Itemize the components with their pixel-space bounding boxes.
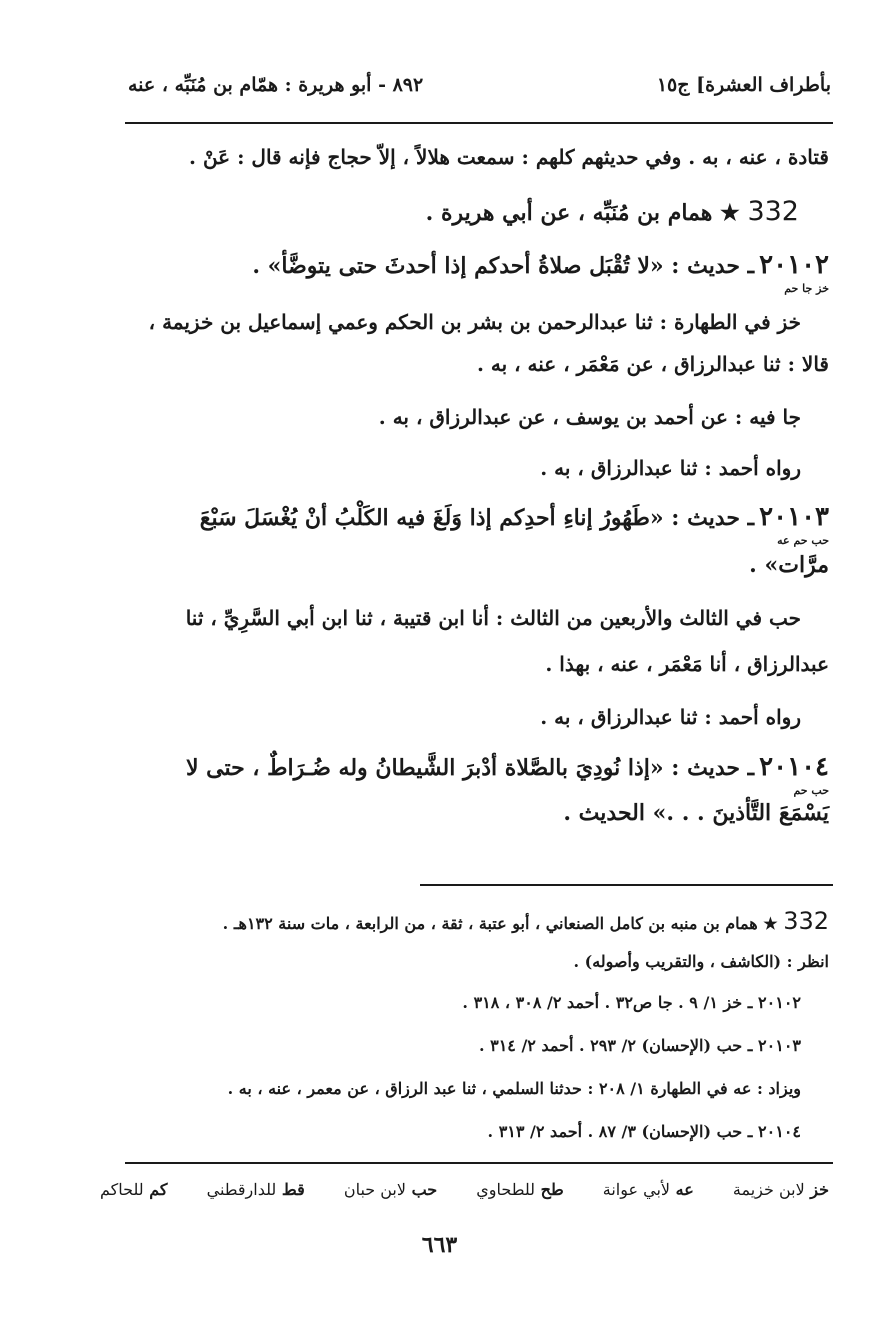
hadith-text: ـ حديث : «إذا نُودِيَ بالصَّلاة أدْبرَ الشَّيطانُ وله ضُـرَاطٌ ، حتى لا xyxy=(185,755,755,781)
hadith-entry xyxy=(200,502,829,532)
header-rule xyxy=(125,122,833,124)
hadith-text-continued: مرَّات» . xyxy=(749,552,829,578)
source-line: جا فيه : عن أحمد بن يوسف ، عن عبدالرزاق ، به . xyxy=(378,405,801,429)
source-line: حب في الثالث والأربعين من الثالث : أنا ابن قتيبة ، ثنا ابن أبي السَّرِيِّ ، ثنا xyxy=(185,606,801,630)
legend-item: خز لابن خزيمة xyxy=(732,1180,829,1199)
footnote-rule xyxy=(420,884,833,886)
legend-item: كم للحاكم xyxy=(100,1180,168,1199)
footnote-number: 332 xyxy=(783,907,829,935)
hadith-sigla: حب حم xyxy=(793,784,829,797)
star-icon: ★ xyxy=(763,914,778,933)
legend-item: قط للدارقطني xyxy=(206,1180,305,1199)
section-heading xyxy=(426,196,799,227)
hadith-entry xyxy=(186,752,829,782)
source-line: رواه أحمد : ثنا عبدالرزاق ، به . xyxy=(540,705,801,729)
footnote: ٢٠١٠٤ ـ حب (الإحسان) ٣/ ٨٧ . أحمد ٢/ ٣١٣ . xyxy=(487,1122,801,1141)
hadith-number: ٢٠١٠٢ xyxy=(759,250,829,280)
hadith-entry xyxy=(252,250,829,280)
star-icon: ★ xyxy=(720,200,740,226)
hadith-text: ـ حديث : «طَهُورُ إناءِ أحدِكم إذا وَلَغَ فيه الكَلْبُ أنْ يُغْسَلَ سَبْعَ xyxy=(199,505,755,531)
footnote xyxy=(223,907,829,935)
legend-item: عه لأبي عوانة xyxy=(602,1180,694,1199)
source-line: قالا : ثنا عبدالرزاق ، عن مَعْمَر ، عنه ، به . xyxy=(476,352,829,376)
hadith-sigla: خز جا حم xyxy=(784,282,829,295)
continuation-line: قتادة ، عنه ، به . وفي حديثهم كلهم : سمعت هلالاً ، إلاّ حجاج فإنه قال : عَنْ . xyxy=(189,145,829,169)
footnote: ٢٠١٠٢ ـ خز ١/ ٩ . جا ص٣٢ . أحمد ٢/ ٣٠٨ ، ٣١٨ . xyxy=(462,993,801,1012)
hadith-number: ٢٠١٠٣ xyxy=(759,502,829,532)
page-number: ٦٦٣ xyxy=(421,1232,458,1258)
footnote: ويزاد : عه في الطهارة ١/ ٢٠٨ : حدثنا السلمي ، ثنا عبد الرزاق ، عن معمر ، عنه ، به . xyxy=(227,1079,801,1098)
source-line: عبدالرزاق ، أنا مَعْمَر ، عنه ، بهذا . xyxy=(545,652,829,676)
footnote: ٢٠١٠٣ ـ حب (الإحسان) ٢/ ٢٩٣ . أحمد ٢/ ٣١٤ . xyxy=(478,1036,801,1055)
legend-rule xyxy=(125,1162,833,1164)
source-line: خز في الطهارة : ثنا عبدالرحمن بن بشر بن الحكم وعمي إسماعيل بن خزيمة ، xyxy=(148,310,801,334)
hadith-text: ـ حديث : «لا تُقْبَل صلاةُ أحدكم إذا أحدثَ حتى يتوضَّأ» . xyxy=(252,253,755,279)
hadith-number: ٢٠١٠٤ xyxy=(759,752,829,782)
running-header-volume: بأطراف العشرة] ج١٥ xyxy=(656,74,831,96)
hadith-text-continued: يَسْمَعَ التَّأذينَ . . .» الحديث . xyxy=(563,800,829,826)
hadith-sigla: حب حم عه xyxy=(777,534,829,547)
footnote-text: انظر : (الكاشف ، والتقريب وأصوله) . xyxy=(573,952,829,971)
legend-item: طح للطحاوي xyxy=(476,1180,564,1199)
footnote-text: همام بن منبه بن كامل الصنعاني ، أبو عتبة ، ثقة ، من الرابعة ، مات سنة ١٣٢هـ . xyxy=(222,914,758,933)
abbreviations-legend xyxy=(100,1180,829,1199)
section-number: 332 xyxy=(747,196,799,227)
section-heading-text: همام بن مُنَبِّه ، عن أبي هريرة . xyxy=(425,200,713,226)
legend-item: حب لابن حبان xyxy=(343,1180,438,1199)
source-line: رواه أحمد : ثنا عبدالرزاق ، به . xyxy=(540,456,801,480)
running-header-chapter: ٨٩٢ - أبو هريرة : همّام بن مُنَبِّه ، عنه xyxy=(128,74,424,96)
